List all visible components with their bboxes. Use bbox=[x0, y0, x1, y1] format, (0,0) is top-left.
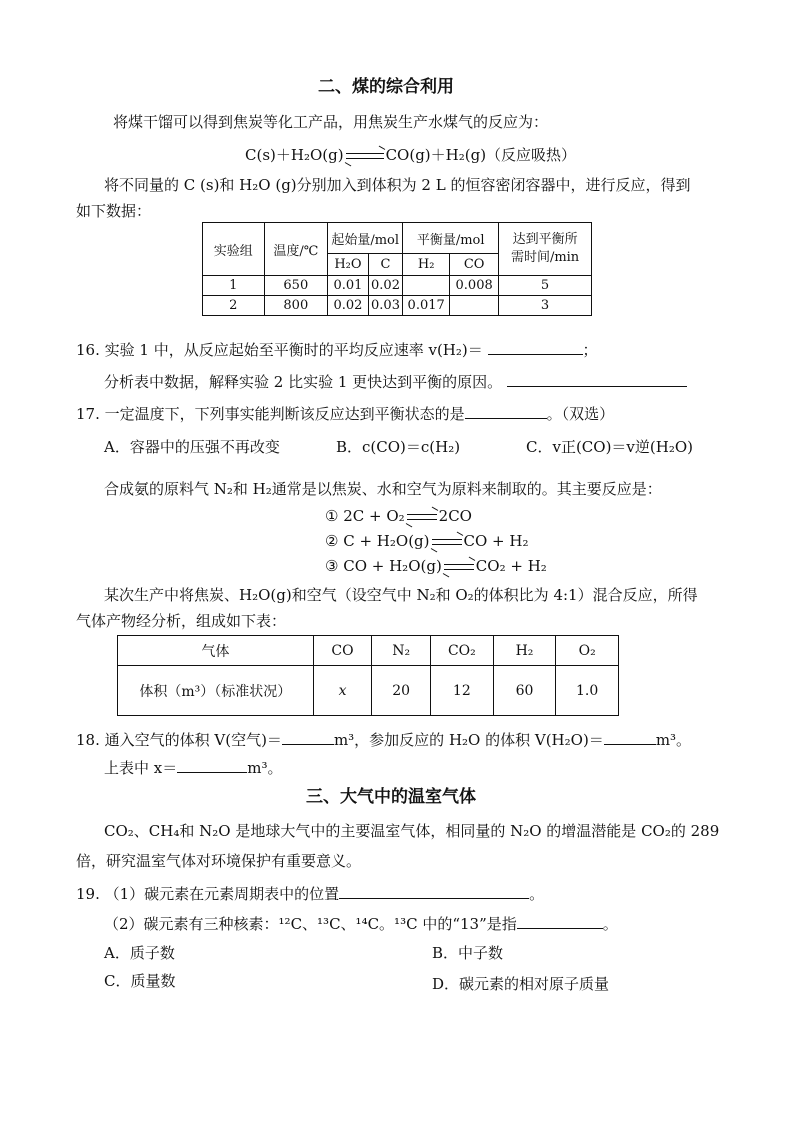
q19-option-d: D．碳元素的相对原子质量 bbox=[432, 975, 610, 993]
r3-left: ③ CO + H₂O(g) bbox=[325, 557, 442, 575]
q18-text-b: m³，参加反应的 H₂O 的体积 V(H₂O)＝ bbox=[333, 731, 604, 749]
header-group: 实验组 bbox=[203, 223, 265, 276]
main-equation bbox=[245, 144, 576, 166]
r1-left: ① 2C + O₂ bbox=[325, 507, 405, 525]
cell: 650 bbox=[264, 276, 328, 296]
gas-header: CO bbox=[313, 636, 372, 666]
q17-answer-blank[interactable] bbox=[465, 402, 547, 419]
r3-right: CO₂ + H₂ bbox=[475, 557, 547, 575]
q16-line1 bbox=[76, 338, 598, 361]
table-row bbox=[203, 276, 592, 296]
q19-1-line bbox=[76, 882, 544, 905]
q18-water-blank[interactable] bbox=[604, 728, 656, 745]
cell: 12 bbox=[431, 666, 494, 716]
equation-left: C(s)＋H₂O(g) bbox=[245, 146, 344, 164]
gas-header: H₂ bbox=[493, 636, 556, 666]
gas-header: 气体 bbox=[118, 636, 314, 666]
setup-line1: 将不同量的 C (s)和 H₂O (g)分别加入到体积为 2 L 的恒容密闭容器中，进行反应，得到 bbox=[104, 176, 691, 194]
section3-intro-line2: 倍，研究温室气体对环境保护有重要意义。 bbox=[76, 852, 362, 870]
experiment-table bbox=[202, 222, 592, 316]
table-row bbox=[203, 296, 592, 316]
cell: 1.0 bbox=[556, 666, 619, 716]
section2-title: 二、煤的综合利用 bbox=[318, 77, 454, 97]
q17-option-b: B．c(CO)＝c(H₂) bbox=[336, 438, 461, 456]
q17-text: 17. 一定温度下，下列事实能判断该反应达到平衡状态的是 bbox=[76, 405, 465, 423]
q18-text-a: 18. 通入空气的体积 V(空气)＝ bbox=[76, 731, 282, 749]
reaction-1 bbox=[325, 505, 472, 527]
q19-option-b: B．中子数 bbox=[432, 944, 504, 962]
q18-line1 bbox=[76, 728, 691, 751]
table-row bbox=[118, 666, 619, 716]
q16-text: 16. 实验 1 中，从反应起始至平衡时的平均反应速率 v(H₂)＝ bbox=[76, 341, 483, 359]
q16-end: ； bbox=[582, 341, 598, 359]
cell: 800 bbox=[264, 296, 328, 316]
q19-2-blank[interactable] bbox=[517, 912, 603, 929]
q16-reason-blank[interactable] bbox=[507, 370, 687, 387]
header-time bbox=[499, 223, 592, 276]
q19-2-line bbox=[104, 912, 618, 935]
cell: x bbox=[313, 666, 372, 716]
r2-left: ② C + H₂O(g) bbox=[325, 532, 430, 550]
header-time-1: 达到平衡所 bbox=[512, 232, 578, 247]
cell bbox=[403, 276, 450, 296]
q16-answer-blank[interactable] bbox=[488, 338, 583, 355]
q19-1-text: 19. （1）碳元素在元素周期表中的位置 bbox=[76, 885, 340, 903]
section3-title: 三、大气中的温室气体 bbox=[306, 787, 476, 807]
q19-2-text: （2）碳元素有三种核素：¹²C、¹³C、¹⁴C。¹³C 中的“13”是指 bbox=[104, 915, 517, 933]
header-time-2: 需时间/min bbox=[510, 250, 580, 265]
reaction-3 bbox=[325, 555, 547, 577]
q18-air-blank[interactable] bbox=[282, 728, 334, 745]
equation-right: CO(g)＋H₂(g)（反应吸热） bbox=[385, 146, 577, 164]
sub-c: C bbox=[368, 254, 402, 276]
q18-text-c: m³。 bbox=[655, 731, 692, 749]
q18-line2 bbox=[104, 756, 282, 779]
sub-co: CO bbox=[450, 254, 499, 276]
cell: 20 bbox=[372, 666, 431, 716]
cell: 0.008 bbox=[450, 276, 499, 296]
sub-h2o: H₂O bbox=[328, 254, 369, 276]
cell: 60 bbox=[493, 666, 556, 716]
cell: 2 bbox=[203, 296, 265, 316]
reversible-arrow-icon bbox=[432, 536, 462, 548]
cell: 0.01 bbox=[328, 276, 369, 296]
r2-right: CO + H₂ bbox=[463, 532, 529, 550]
q17-line bbox=[76, 402, 614, 425]
cell: 0.02 bbox=[368, 276, 402, 296]
gas-table bbox=[117, 635, 619, 716]
sub-h2: H₂ bbox=[403, 254, 450, 276]
cell bbox=[450, 296, 499, 316]
q16-line2 bbox=[104, 370, 687, 393]
cell: 0.02 bbox=[328, 296, 369, 316]
q19-option-a: A．质子数 bbox=[104, 944, 175, 962]
section3-intro-line1: CO₂、CH₄和 N₂O 是地球大气中的主要温室气体，相同量的 N₂O 的增温潜能是 CO₂的 289 bbox=[104, 822, 720, 840]
cell: 1 bbox=[203, 276, 265, 296]
cell: 0.017 bbox=[403, 296, 450, 316]
gas-row-label: 体积（m³）（标准状况） bbox=[118, 666, 314, 716]
q19-1-blank[interactable] bbox=[339, 882, 529, 899]
reaction-2 bbox=[325, 530, 528, 552]
q16-text2: 分析表中数据，解释实验 2 比实验 1 更快达到平衡的原因。 bbox=[104, 373, 503, 391]
cell: 5 bbox=[499, 276, 592, 296]
q17-option-a: A．容器中的压强不再改变 bbox=[104, 438, 280, 456]
header-eq: 平衡量/mol bbox=[403, 223, 499, 254]
q18-text-d: 上表中 x＝ bbox=[104, 759, 178, 777]
r1-right: 2CO bbox=[438, 507, 472, 525]
ammonia-intro: 合成氨的原料气 N₂和 H₂通常是以焦炭、水和空气为原料来制取的。其主要反应是： bbox=[104, 480, 662, 498]
reversible-arrow-icon bbox=[444, 561, 474, 573]
cell: 0.03 bbox=[368, 296, 402, 316]
gas-header: N₂ bbox=[372, 636, 431, 666]
header-start: 起始量/mol bbox=[328, 223, 403, 254]
q18-text-e: m³。 bbox=[247, 759, 283, 777]
setup-line2: 如下数据： bbox=[76, 202, 152, 220]
section2-intro: 将煤干馏可以得到焦炭等化工产品，用焦炭生产水煤气的反应为： bbox=[113, 113, 549, 131]
cell: 3 bbox=[499, 296, 592, 316]
gas-header: CO₂ bbox=[431, 636, 494, 666]
q18-x-blank[interactable] bbox=[177, 756, 247, 773]
gas-header: O₂ bbox=[556, 636, 619, 666]
reversible-arrow-icon bbox=[346, 150, 384, 162]
reversible-arrow-icon bbox=[407, 511, 437, 523]
q19-1-end: 。 bbox=[529, 885, 545, 903]
q19-option-c: C．质量数 bbox=[104, 972, 176, 990]
production-line1: 某次生产中将焦炭、H₂O(g)和空气（设空气中 N₂和 O₂的体积比为 4:1）混合反应，所得 bbox=[104, 586, 698, 604]
header-temp: 温度/℃ bbox=[264, 223, 328, 276]
q17-option-c: C．v正(CO)＝v逆(H₂O) bbox=[526, 438, 693, 456]
q17-end: 。（双选） bbox=[546, 405, 615, 423]
q19-2-end: 。 bbox=[602, 915, 618, 933]
production-line2: 气体产物经分析，组成如下表： bbox=[76, 612, 287, 630]
